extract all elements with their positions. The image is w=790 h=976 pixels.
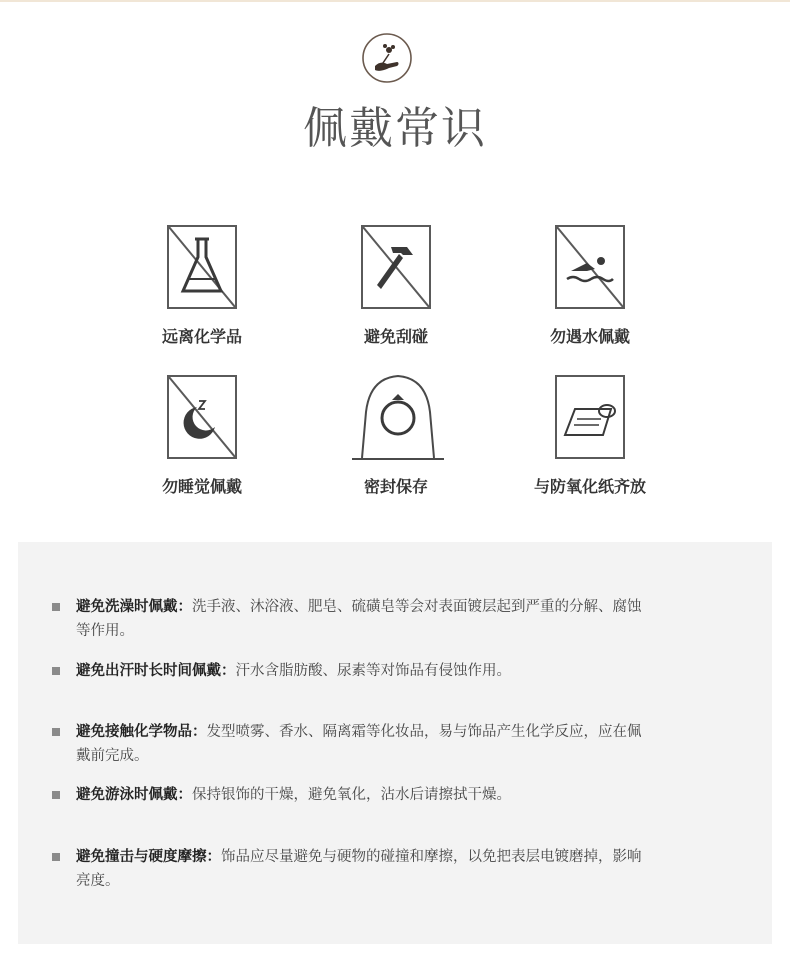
icon-label-sealed: 密封保存 [363,477,428,496]
swimmer-icon [555,225,625,309]
care-notes-panel [18,542,772,944]
note-item: 避免出汗时长时间佩戴：汗水含脂肪酸、尿素等对饰品有侵蚀作用。 [76,663,511,679]
hand-holding-flower-icon [361,32,413,84]
bullet-icon [52,791,60,799]
bullet-icon [52,667,60,675]
page-title: 佩戴常识 [303,103,487,154]
note-item: 避免接触化学物品：发型喷雾、香水、隔离霜等化妆品，易与饰品产生化学反应，应在佩 戴前完成。 [76,724,642,764]
bullet-icon [52,603,60,611]
ring-in-bag-icon [352,372,444,462]
note-item: 避免撞击与硬度摩擦：饰品应尽量避免与硬物的碰撞和摩擦，以免把表层电镀磨掉，影响 亮度。 [76,849,642,889]
note-item: 避免游泳时佩戴：保持银饰的干燥，避免氧化，沾水后请擦拭干燥。 [76,787,511,803]
sleep-moon-icon [167,375,237,459]
icon-label-paper: 与防氧化纸齐放 [533,477,646,496]
note-item: 避免洗澡时佩戴：洗手液、沐浴液、肥皂、硫磺皂等会对表面镀层起到严重的分解、腐蚀 等作用。 [76,599,642,639]
icon-label-chemicals: 远离化学品 [161,327,242,346]
icon-label-water: 勿遇水佩戴 [549,327,630,346]
icon-label-scratch: 避免刮碰 [363,327,428,346]
top-accent-line [0,0,790,2]
flask-icon [167,225,237,309]
paper-roll-icon [555,375,625,459]
bullet-icon [52,728,60,736]
hammer-icon [361,225,431,309]
icon-label-sleep: 勿睡觉佩戴 [161,477,242,496]
bullet-icon [52,853,60,861]
